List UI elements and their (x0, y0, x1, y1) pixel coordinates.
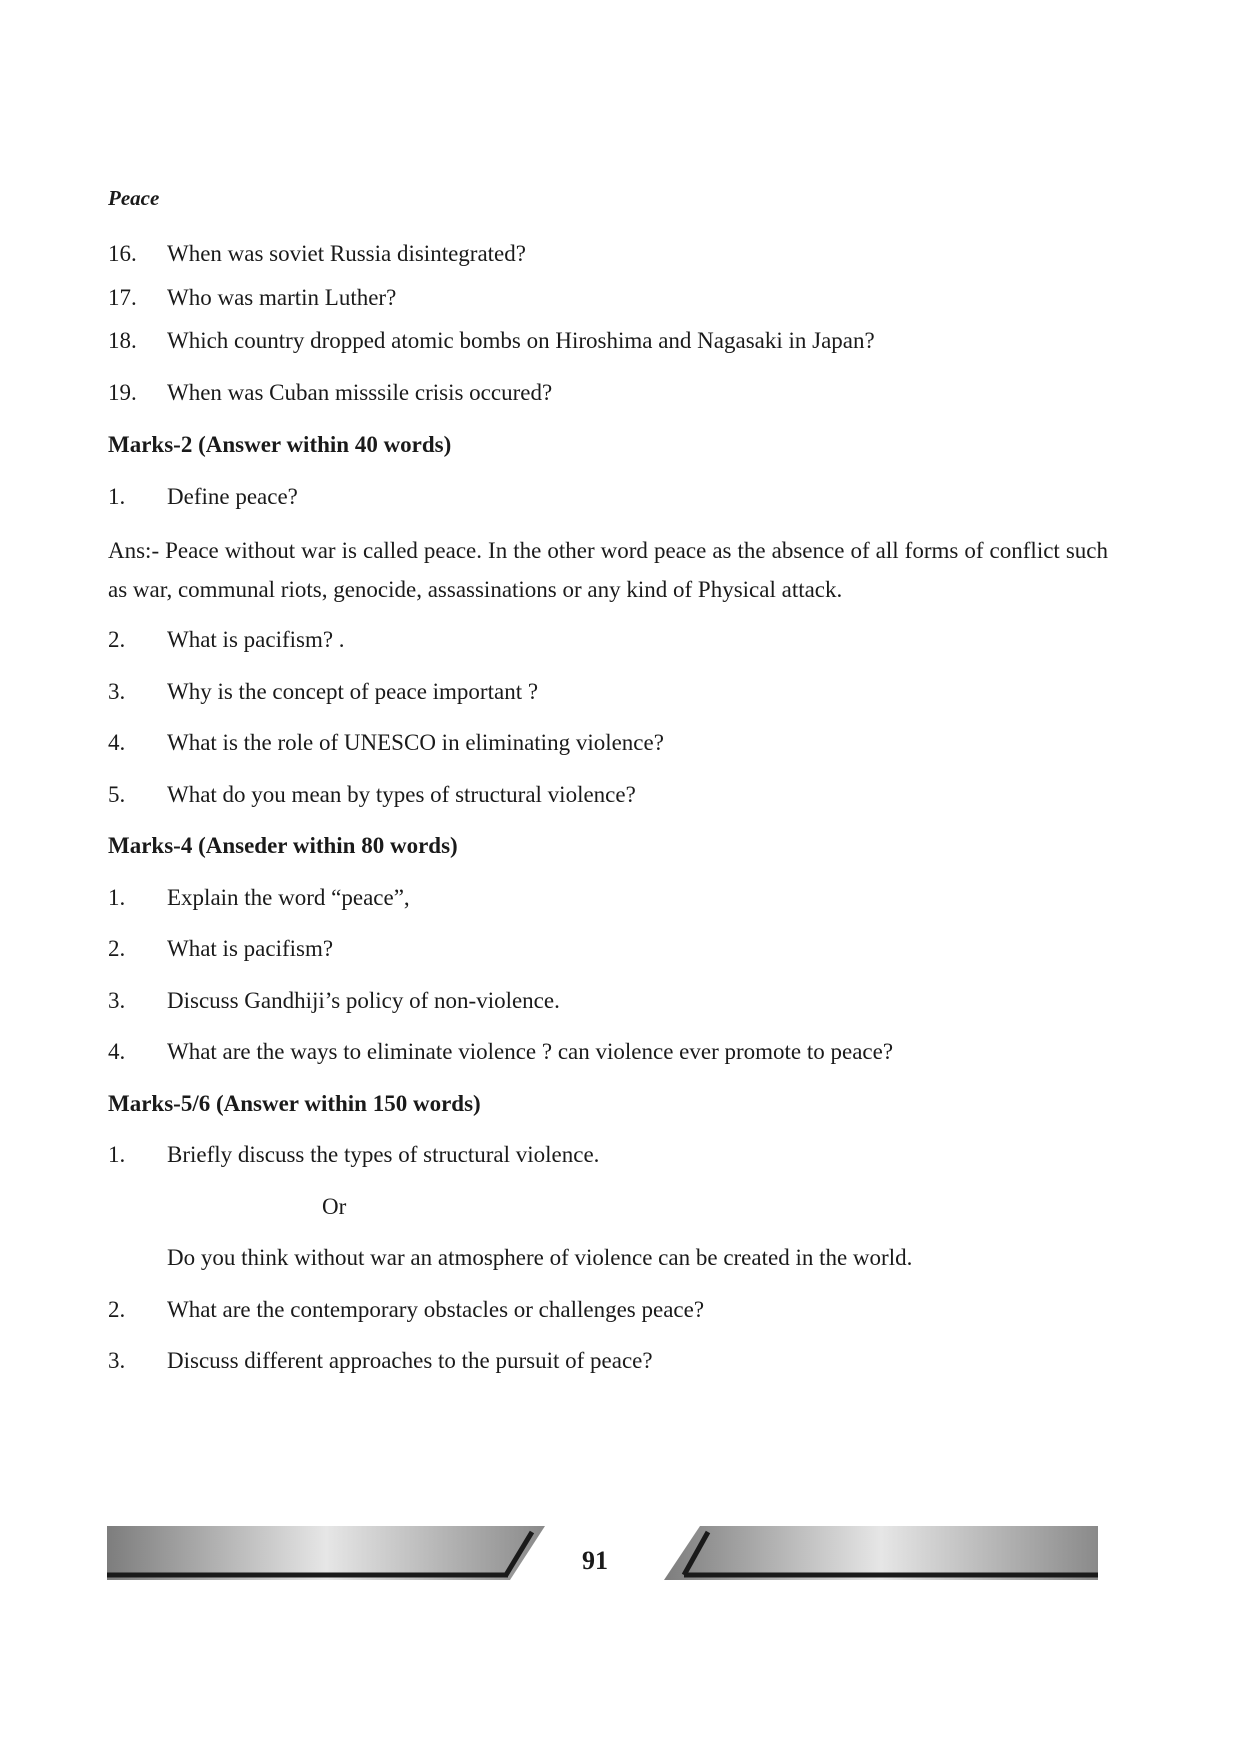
question-number: 18. (108, 328, 137, 353)
question-text: When was soviet Russia disintegrated? (167, 241, 526, 266)
question-number: 16. (108, 241, 137, 266)
question-text: What are the contemporary obstacles or challenges peace? (167, 1297, 705, 1322)
question-text: Which country dropped atomic bombs on Hiroshima and Nagasaki in Japan? (167, 328, 875, 353)
question-number: 5. (108, 782, 126, 807)
question-number: 17. (108, 285, 137, 310)
answer-paragraph: Ans:- Peace without war is called peace. In the other word peace as the absence of all forms of conflict such as war, communal riots, genocide, assassinations or any kind of Physical attack. (108, 538, 1108, 602)
question-number: 2. (108, 627, 126, 652)
question-text: What do you mean by types of structural violence? (167, 782, 636, 807)
question-text: Briefly discuss the types of structural violence. (167, 1142, 600, 1167)
question-number: 4. (108, 1039, 126, 1064)
question-text: Explain the word “peace”, (167, 885, 410, 910)
alternative-question-text: Do you think without war an atmosphere of violence can be created in the world. (167, 1245, 913, 1270)
footer-right-bar (664, 1526, 1098, 1580)
question-number: 1. (108, 1142, 126, 1167)
footer-decoration (0, 1500, 1240, 1610)
question-number: 2. (108, 1297, 126, 1322)
question-text: What is pacifism? (167, 936, 334, 961)
question-text: Who was martin Luther? (167, 285, 397, 310)
question-text: What are the ways to eliminate violence ? can violence ever promote to peace? (167, 1039, 894, 1064)
question-text: When was Cuban misssile crisis occured? (167, 380, 553, 405)
section-heading-marks-2: Marks-2 (Answer within 40 words) (108, 432, 452, 457)
or-separator: Or (322, 1194, 347, 1219)
question-number: 4. (108, 730, 126, 755)
section-heading-marks-5-6: Marks-5/6 (Answer within 150 words) (108, 1091, 481, 1116)
question-text: What is pacifism? . (167, 627, 345, 652)
question-text: Discuss different approaches to the pursuit of peace? (167, 1348, 653, 1373)
section-heading-marks-4: Marks-4 (Anseder within 80 words) (108, 833, 458, 858)
question-text: What is the role of UNESCO in eliminating violence? (167, 730, 664, 755)
question-number: 1. (108, 484, 126, 509)
question-text: Why is the concept of peace important ? (167, 679, 539, 704)
question-number: 3. (108, 1348, 126, 1373)
question-number: 3. (108, 988, 126, 1013)
question-number: 19. (108, 380, 137, 405)
question-number: 1. (108, 885, 126, 910)
question-number: 3. (108, 679, 126, 704)
question-number: 2. (108, 936, 126, 961)
chapter-label: Peace (108, 186, 160, 210)
question-text: Discuss Gandhiji’s policy of non-violence. (167, 988, 560, 1013)
page-number: 91 (582, 1546, 608, 1575)
footer-left-bar (107, 1526, 545, 1580)
question-text: Define peace? (167, 484, 298, 509)
